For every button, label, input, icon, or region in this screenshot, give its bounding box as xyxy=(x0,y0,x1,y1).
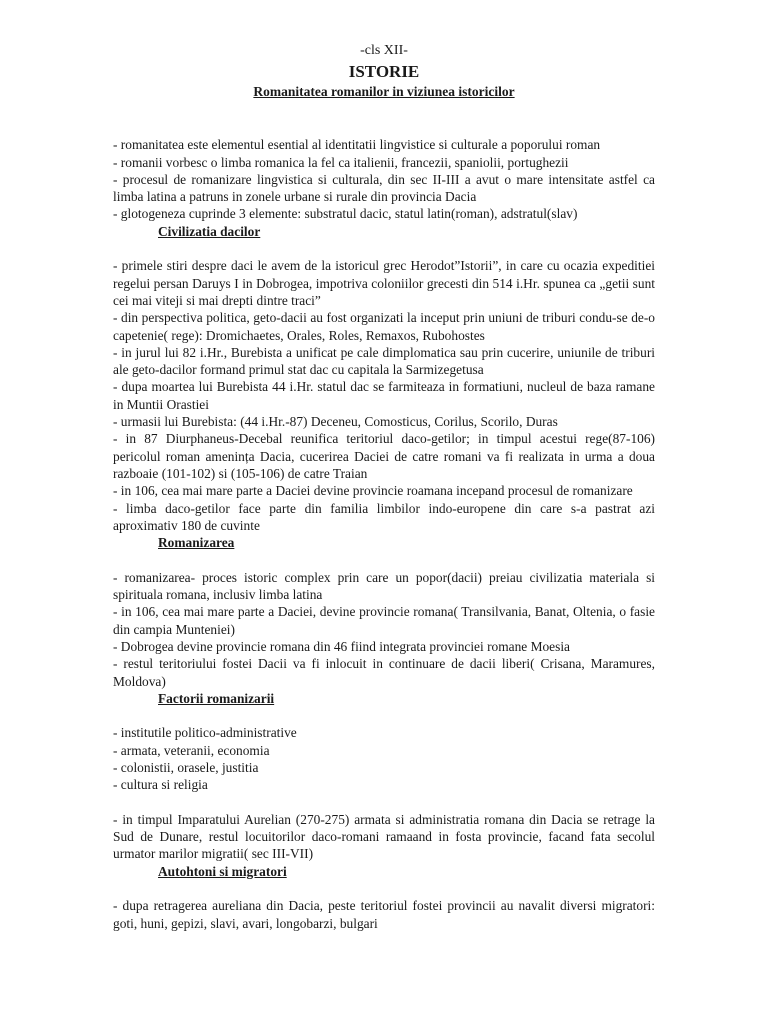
paragraph: - restul teritoriului fostei Dacii va fi inlocuit in continuare de dacii liberi( Crisana, Maramures, Moldova) xyxy=(113,656,655,689)
spacer xyxy=(113,880,655,897)
paragraph: - romanizarea- proces istoric complex prin care un popor(dacii) preiau civilizatia materiala si spirituala romana, inclusiv limba latina xyxy=(113,569,655,603)
paragraph: - in 106, cea mai mare parte a Daciei devine provincie roamana incepand procesul de romanizare xyxy=(113,483,633,499)
paragraph: - procesul de romanizare lingvistica si culturala, din sec II-III a avut o mare intensitate astfel ca limba latina a patruns in zonele urbane si rurale din provincia Dacia xyxy=(113,171,655,205)
paragraph: - in 106, cea mai mare parte a Daciei, devine provincie romana( Transilvania, Banat, Oltenia, o fasie din campia Munteniei) xyxy=(113,604,655,637)
paragraph: - primele stiri despre daci le avem de la istoricul grec Herodot”Istorii”, in care cu ocazia expeditiei regelui persan Daruys I in Dobrogea, impotriva coloniilor grecesti din 514 i.Hr. spunea ca „getii sunt cei mai viteji si mai drepti dintre traci” xyxy=(113,258,655,308)
paragraph: - glotogeneza cuprinde 3 elemente: substratul dacic, statul latin(roman), adstratul(slav) xyxy=(113,206,578,222)
section-heading-romanizarea: Romanizarea xyxy=(158,535,235,551)
document-body xyxy=(113,119,655,932)
class-label: -cls XII- xyxy=(360,43,408,58)
paragraph: - din perspectiva politica, geto-dacii au fost organizati la inceput prin uniuni de triburi condu-se de-o capetenie( rege): Dromichaetes, Orales, Roles, Remaxos, Rubohostes xyxy=(113,310,655,343)
paragraph: - in 87 Diurphaneus-Decebal reunifica teritoriul daco-getilor; in timpul acestui rege(87-106) pericolul roman amenința Dacia, cucerirea Daciei de catre romani va fi realizata in urma a doua razboaie (101-102) si (105-106) de catre Traian xyxy=(113,431,655,481)
paragraph: - romanii vorbesc o limba romanica la fel ca italienii, francezii, spaniolii, portughezii xyxy=(113,154,569,170)
paragraph: - urmasii lui Burebista: (44 i.Hr.-87) Deceneu, Comosticus, Corilus, Scorilo, Duras xyxy=(113,414,558,430)
paragraph: - in timpul Imparatului Aurelian (270-275) armata si administratia romana din Dacia se retrage la Sud de Dunare, restul locuitorilor daco-romani ramaand in fosta provincie, facand fata secolul urmator marilor migratii( sec III-VII) xyxy=(113,811,655,862)
list-item: - colonistii, orasele, justitia xyxy=(113,759,259,775)
section-heading-autohtoni-si-migratori: Autohtoni si migratori xyxy=(158,863,287,879)
paragraph: - dupa retragerea aureliana din Dacia, peste teritoriul fostei provincii au navalit diversi migratori: goti, huni, gepizi, slavi, avari, longobarzi, bulgari xyxy=(113,898,655,931)
spacer xyxy=(113,707,655,724)
paragraph: - dupa moartea lui Burebista 44 i.Hr. statul dac se farmiteaza in formatiuni, nucleul de baza ramane in Muntii Orastiei xyxy=(113,379,655,412)
spacer xyxy=(113,551,655,568)
paragraph: - Dobrogea devine provincie romana din 46 fiind integrata provinciei romane Moesia xyxy=(113,638,570,654)
paragraph: - romanitatea este elementul esential al identitatii lingvistice si culturale a poporului roman xyxy=(113,137,601,153)
spacer xyxy=(113,119,655,136)
spacer xyxy=(113,240,655,257)
list-item: - cultura si religia xyxy=(113,777,208,793)
page-subtitle: Romanitatea romanilor in viziunea istoricilor xyxy=(253,84,515,99)
section-heading-factorii-romanizarii: Factorii romanizarii xyxy=(158,690,275,706)
section-heading-civilizatia-dacilor: Civilizatia dacilor xyxy=(158,223,261,239)
page-title: ISTORIE xyxy=(348,62,420,81)
paragraph: - limba daco-getilor face parte din familia limbilor indo-europene din care s-a pastrat azi aproximativ 180 de cuvinte xyxy=(113,500,655,533)
list-item: - institutile politico-administrative xyxy=(113,725,297,741)
paragraph: - in jurul lui 82 i.Hr., Burebista a unificat pe cale dimplomatica sau prin cucerire, uniunile de triburi ale geto-dacilor formand primul stat dac cu capitala la Sarmizegetusa xyxy=(113,344,655,378)
list-item: - armata, veteranii, economia xyxy=(113,742,270,758)
spacer xyxy=(113,794,655,811)
